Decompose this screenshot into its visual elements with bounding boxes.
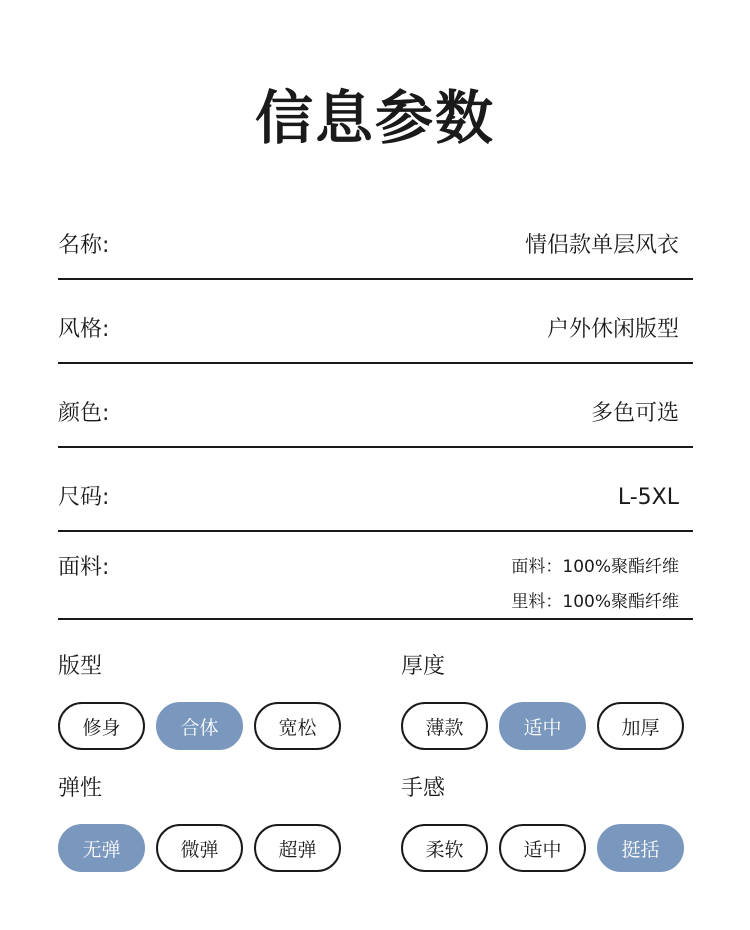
- option-pills: [401, 824, 695, 872]
- spec-value: 多色可选: [590, 401, 679, 426]
- spec-label: 面料:: [58, 555, 110, 580]
- option-pills: [58, 824, 352, 872]
- attribute-group-feel: [401, 774, 701, 861]
- fabric-lining-line: 里料：100%聚酯纤维: [511, 592, 679, 612]
- fabric-details: [511, 550, 679, 620]
- spec-table: [58, 196, 693, 620]
- spec-label: 名称:: [58, 233, 110, 258]
- attribute-group-thickness: [401, 652, 701, 739]
- attribute-title: 版型: [58, 654, 103, 679]
- option-pill[interactable]: 修身: [58, 702, 145, 750]
- spec-row-size: [58, 448, 693, 532]
- spec-label: 风格:: [58, 317, 110, 342]
- option-pill[interactable]: 适中: [499, 702, 586, 750]
- attribute-title: 弹性: [58, 776, 103, 801]
- option-pill[interactable]: 超弹: [254, 824, 341, 872]
- attribute-title: 厚度: [401, 654, 446, 679]
- option-pill[interactable]: 合体: [156, 702, 243, 750]
- option-pill[interactable]: 柔软: [401, 824, 488, 872]
- option-pill[interactable]: 宽松: [254, 702, 341, 750]
- option-pills: [58, 702, 352, 750]
- attribute-group-elasticity: [58, 774, 358, 861]
- spec-row-color: [58, 364, 693, 448]
- option-pill[interactable]: 加厚: [597, 702, 684, 750]
- attribute-group-fit: [58, 652, 358, 739]
- option-pill[interactable]: 微弹: [156, 824, 243, 872]
- spec-value: 户外休闲版型: [546, 317, 679, 342]
- page-title: 信息参数: [254, 84, 495, 152]
- attribute-title: 手感: [401, 776, 446, 801]
- spec-value: L-5XL: [617, 485, 679, 510]
- option-pill[interactable]: 挺括: [597, 824, 684, 872]
- option-pill[interactable]: 薄款: [401, 702, 488, 750]
- option-pills: [401, 702, 695, 750]
- option-pill[interactable]: 适中: [499, 824, 586, 872]
- spec-row-style: [58, 280, 693, 364]
- option-pill[interactable]: 无弹: [58, 824, 145, 872]
- spec-row-fabric: [58, 532, 693, 620]
- spec-row-name: [58, 196, 693, 280]
- spec-value: 情侣款单层风衣: [524, 233, 679, 258]
- spec-label: 尺码:: [58, 485, 110, 510]
- fabric-outer-line: 面料：100%聚酯纤维: [511, 557, 679, 577]
- spec-label: 颜色:: [58, 401, 110, 426]
